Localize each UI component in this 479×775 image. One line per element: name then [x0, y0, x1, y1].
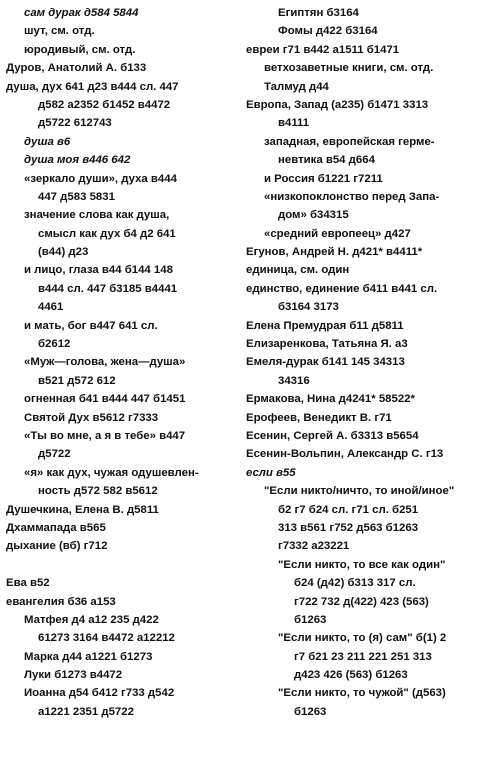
index-left-column: [6, 4, 238, 721]
index-entry: в521 д572 612: [38, 374, 116, 387]
index-entry: Душечкина, Елена В. д5811: [6, 503, 159, 516]
index-entry: Ева в52: [6, 577, 50, 590]
index-entry: дыхание (вб) г712: [6, 540, 108, 553]
index-entry: в4111: [278, 117, 310, 130]
index-entry: невтика в54 д664: [278, 154, 375, 167]
index-entry: "Если никто, то (я) сам" б(1) 2: [278, 632, 447, 645]
index-entry: смысл как дух б4 д2 641: [38, 227, 176, 240]
index-entry: душа моя в446 642: [24, 154, 131, 167]
index-entry: единство, единение б411 в441 сл.: [246, 282, 438, 295]
index-entry: Марка д44 а1221 б1273: [24, 650, 153, 663]
index-entry: если в55: [246, 466, 296, 479]
index-entry: б2 г7 б24 сл. г71 сл. б251: [278, 503, 419, 516]
index-entry: 61273 3164 в4472 а12212: [38, 632, 175, 645]
index-entry: в444 сл. 447 б3185 в4441: [38, 282, 178, 295]
index-entry: «Ты во мне, а я в тебе» в447: [24, 429, 186, 442]
index-entry: 447 д583 5831: [38, 190, 115, 203]
index-entry: душа, дух 641 д23 в444 сл. 447: [6, 80, 179, 93]
index-entry: Матфея д4 а12 235 д422: [24, 613, 159, 626]
index-entry: Елена Премудрая б11 д5811: [246, 319, 404, 332]
index-entry: сам дурак д584 5844: [24, 7, 139, 19]
index-entry: г7 б21 23 211 221 251 313: [294, 650, 432, 663]
index-entry: г722 732 д(422) 423 (563): [294, 595, 429, 608]
index-entry: Египтян б3164: [278, 7, 359, 19]
index-entry: дом» б34315: [278, 209, 349, 222]
index-entry: Ерофеев, Венедикт В. г71: [246, 411, 392, 424]
index-entry: Емеля-дурак б141 145 34313: [246, 356, 405, 369]
index-entry: Есенин-Вольпин, Александр С. г13: [246, 448, 444, 461]
index-entry: Дхаммапада в565: [6, 521, 106, 534]
index-entry: и лицо, глаза в44 б144 148: [24, 264, 173, 277]
index-entry: "Если никто/ничто, то иной/иное": [264, 485, 455, 498]
index-entry: Европа, Запад (а235) б1471 3313: [246, 98, 429, 111]
index-entry: Фомы д422 б3164: [278, 25, 378, 38]
index-entry: д5722: [38, 448, 71, 461]
index-entry: д582 а2352 б1452 в4472: [38, 98, 171, 111]
index-entry: "Если никто, то все как один": [278, 558, 446, 571]
index-entry: душа в6: [24, 135, 71, 148]
index-entry: б3164 3173: [278, 301, 339, 314]
index-entry: д423 426 (563) б1263: [294, 669, 408, 682]
index-entry: «средний европеец» д427: [264, 227, 411, 240]
index-entry: "Если никто, то чужой" (д563): [278, 687, 446, 700]
index-entry: Луки б1273 в4472: [24, 669, 123, 682]
index-entry: (в44) д23: [38, 246, 89, 259]
index-entry: «я» как дух, чужая одушевлен-: [24, 466, 199, 479]
index-entry: Есенин, Сергей А. б3313 в5654: [246, 429, 419, 442]
index-right-column: [246, 4, 476, 721]
index-entry: огненная б41 в444 447 б1451: [24, 393, 186, 406]
index-entry: единица, см. один: [246, 264, 350, 277]
index-entry: б24 (д42) б313 317 сл.: [294, 577, 416, 590]
index-entry: Ермакова, Нина д4241* 58522*: [246, 393, 415, 406]
index-entry: ность д572 582 в5612: [38, 485, 158, 498]
index-entry: ветхозаветные книги, см. отд.: [264, 62, 434, 75]
index-entry: 4461: [38, 301, 64, 314]
index-entry: Егунов, Андрей Н. д421* в4411*: [246, 246, 423, 259]
index-entry: и Россия б1221 г7211: [264, 172, 383, 185]
entry-gap: [6, 556, 238, 574]
index-entry: б2612: [38, 338, 71, 351]
index-entry: Елизаренкова, Татьяна Я. а3: [246, 338, 408, 351]
index-entry: значение слова как душа,: [24, 209, 170, 222]
index-entry: «низкопоклонство перед Запа-: [264, 190, 440, 203]
index-entry: б1263: [294, 613, 327, 626]
index-entry: 313 в561 г752 д563 б1263: [278, 521, 419, 534]
index-entry: д5722 612743: [38, 117, 112, 130]
index-entry: Дуров, Анатолий А. б133: [6, 62, 147, 75]
index-entry: юродивый, см. отд.: [24, 43, 136, 56]
index-entry: шут, см. отд.: [24, 25, 95, 38]
index-entry: Иоанна д54 б412 г733 д542: [24, 687, 175, 700]
index-entry: г7332 а23221: [278, 540, 350, 553]
index-entry: б1263: [294, 705, 327, 718]
index-entry: и мать, бог в447 641 сл.: [24, 319, 158, 332]
index-entry: Талмуд д44: [264, 80, 329, 93]
index-entry: Святой Дух в5612 г7333: [24, 411, 159, 424]
index-entry: а1221 2351 д5722: [38, 705, 134, 718]
index-entry: западная, европейская герме-: [264, 135, 435, 148]
index-entry: 34316: [278, 374, 310, 387]
index-entry: «зеркало души», духа в444: [24, 172, 177, 185]
index-entry: евреи г71 в442 а1511 б1471: [246, 43, 400, 56]
index-entry: евангелия б36 а153: [6, 595, 116, 608]
index-entry: «Муж—голова, жена—душа»: [24, 356, 186, 369]
